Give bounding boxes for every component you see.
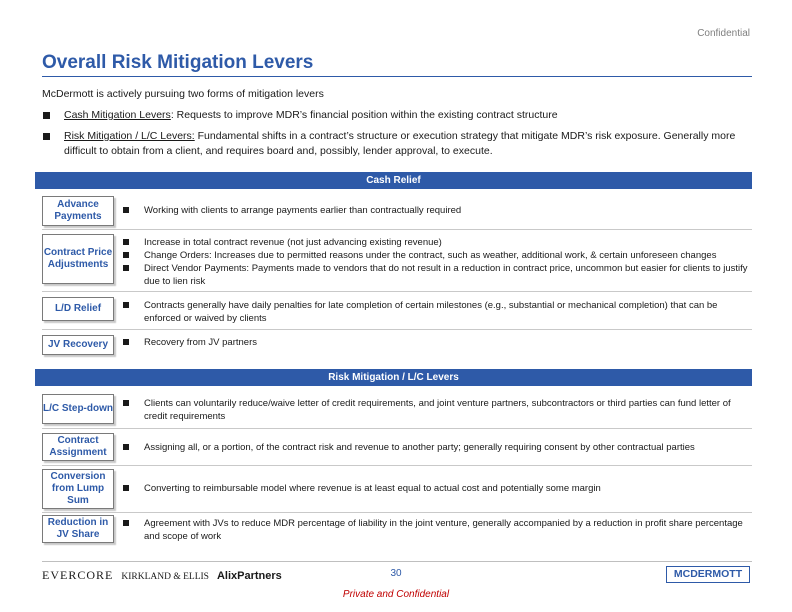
list-item — [122, 262, 752, 288]
row-description — [122, 336, 752, 349]
bullet-square-icon — [43, 112, 50, 119]
row-description — [122, 517, 752, 543]
bullet-square-icon — [123, 207, 129, 213]
intro-text: McDermott is actively pursuing two forms of mitigation levers — [42, 88, 324, 100]
bullet-term: Risk Mitigation / L/C Levers: — [64, 130, 195, 142]
row-label: Reduction in JV Share — [42, 515, 114, 543]
item-text: Agreement with JVs to reduce MDR percentage of liability in the joint venture, generally accompanied by a reduction in profit share percentage and scope of work — [144, 518, 743, 542]
row-label: Conversion from Lump Sum — [42, 469, 114, 509]
item-text: Recovery from JV partners — [144, 337, 257, 348]
list-item — [122, 517, 752, 543]
item-text: Change Orders: Increases due to permitted reasons under the contract, such as weather, additional work, & certain unforeseen changes — [144, 250, 717, 261]
bullet-text: Fundamental shifts in a contract’s structure or execution strategy that mitigate MDR’s risk exposure. Generally more difficult to obtain from a client, and requires board and, possibly, lender approval, to execute. — [64, 130, 736, 157]
row-label: L/D Relief — [42, 297, 114, 321]
divider — [42, 428, 752, 429]
row-description — [122, 204, 752, 217]
page-title: Overall Risk Mitigation Levers — [42, 52, 314, 73]
bullet-square-icon — [123, 520, 129, 526]
item-text: Direct Vendor Payments: Payments made to vendors that do not result in a reduction in contract price, uncommon but easier for clients to justify due to lien risk — [144, 263, 748, 287]
bullet-cash-mitigation — [42, 108, 754, 123]
bullet-square-icon — [123, 400, 129, 406]
bullet-square-icon — [123, 239, 129, 245]
bullet-square-icon — [123, 265, 129, 271]
row-label: Advance Payments — [42, 196, 114, 226]
divider — [42, 329, 752, 330]
risk-mitigation-header: Risk Mitigation / L/C Levers — [35, 369, 752, 386]
mcdermott-logo: MCDERMOTT — [666, 566, 750, 583]
item-text: Converting to reimbursable model where revenue is at least equal to actual cost and potentially some margin — [144, 483, 601, 494]
bullet-text: : Requests to improve MDR’s financial position within the existing contract structure — [170, 109, 558, 121]
row-description — [122, 482, 752, 495]
list-item — [122, 249, 752, 262]
item-text: Clients can voluntarily reduce/waive letter of credit requirements, and joint venture partners, subcontractors or third parties can fund letter of credit requirements — [144, 398, 731, 422]
bullet-term: Cash Mitigation Levers — [64, 109, 171, 121]
item-text: Working with clients to arrange payments earlier than contractually required — [144, 205, 462, 216]
list-item — [122, 236, 752, 249]
alixpartners-logo: AlixPartners — [216, 570, 282, 582]
title-divider — [42, 76, 752, 77]
footer-divider — [42, 561, 752, 562]
list-item — [122, 482, 752, 495]
row-description — [122, 441, 752, 454]
row-label: JV Recovery — [42, 335, 114, 355]
cash-relief-header: Cash Relief — [35, 172, 752, 189]
divider — [42, 291, 752, 292]
bullet-square-icon — [43, 133, 50, 140]
divider — [42, 512, 752, 513]
bullet-square-icon — [123, 485, 129, 491]
list-item — [122, 397, 752, 423]
list-item — [122, 336, 752, 349]
bullet-risk-mitigation — [42, 129, 754, 159]
bullet-square-icon — [123, 252, 129, 258]
list-item — [122, 204, 752, 217]
divider — [42, 465, 752, 466]
row-label: L/C Step-down — [42, 394, 114, 424]
row-description — [122, 236, 752, 288]
list-item — [122, 441, 752, 454]
page-number: 30 — [390, 568, 402, 579]
bullet-square-icon — [123, 444, 129, 450]
confidential-label: Confidential — [697, 28, 750, 39]
item-text: Contracts generally have daily penalties for late completion of certain milestones (e.g., substantial or mechanical completion) that can be enforced or waived by clients — [144, 300, 718, 324]
divider — [42, 229, 752, 230]
row-label: Contract Price Adjustments — [42, 234, 114, 284]
item-text: Increase in total contract revenue (not just advancing existing revenue) — [144, 237, 442, 248]
bullet-square-icon — [123, 339, 129, 345]
row-description — [122, 397, 752, 423]
row-label: Contract Assignment — [42, 433, 114, 461]
private-confidential-label: Private and Confidential — [342, 589, 450, 600]
row-description — [122, 299, 752, 325]
kirkland-logo: KIRKLAND & ELLIS — [121, 572, 209, 582]
list-item — [122, 299, 752, 325]
item-text: Assigning all, or a portion, of the contract risk and revenue to another party; generally requiring consent by other contractual parties — [144, 442, 695, 453]
evercore-logo: EVERCORE — [42, 568, 114, 582]
bullet-square-icon — [123, 302, 129, 308]
